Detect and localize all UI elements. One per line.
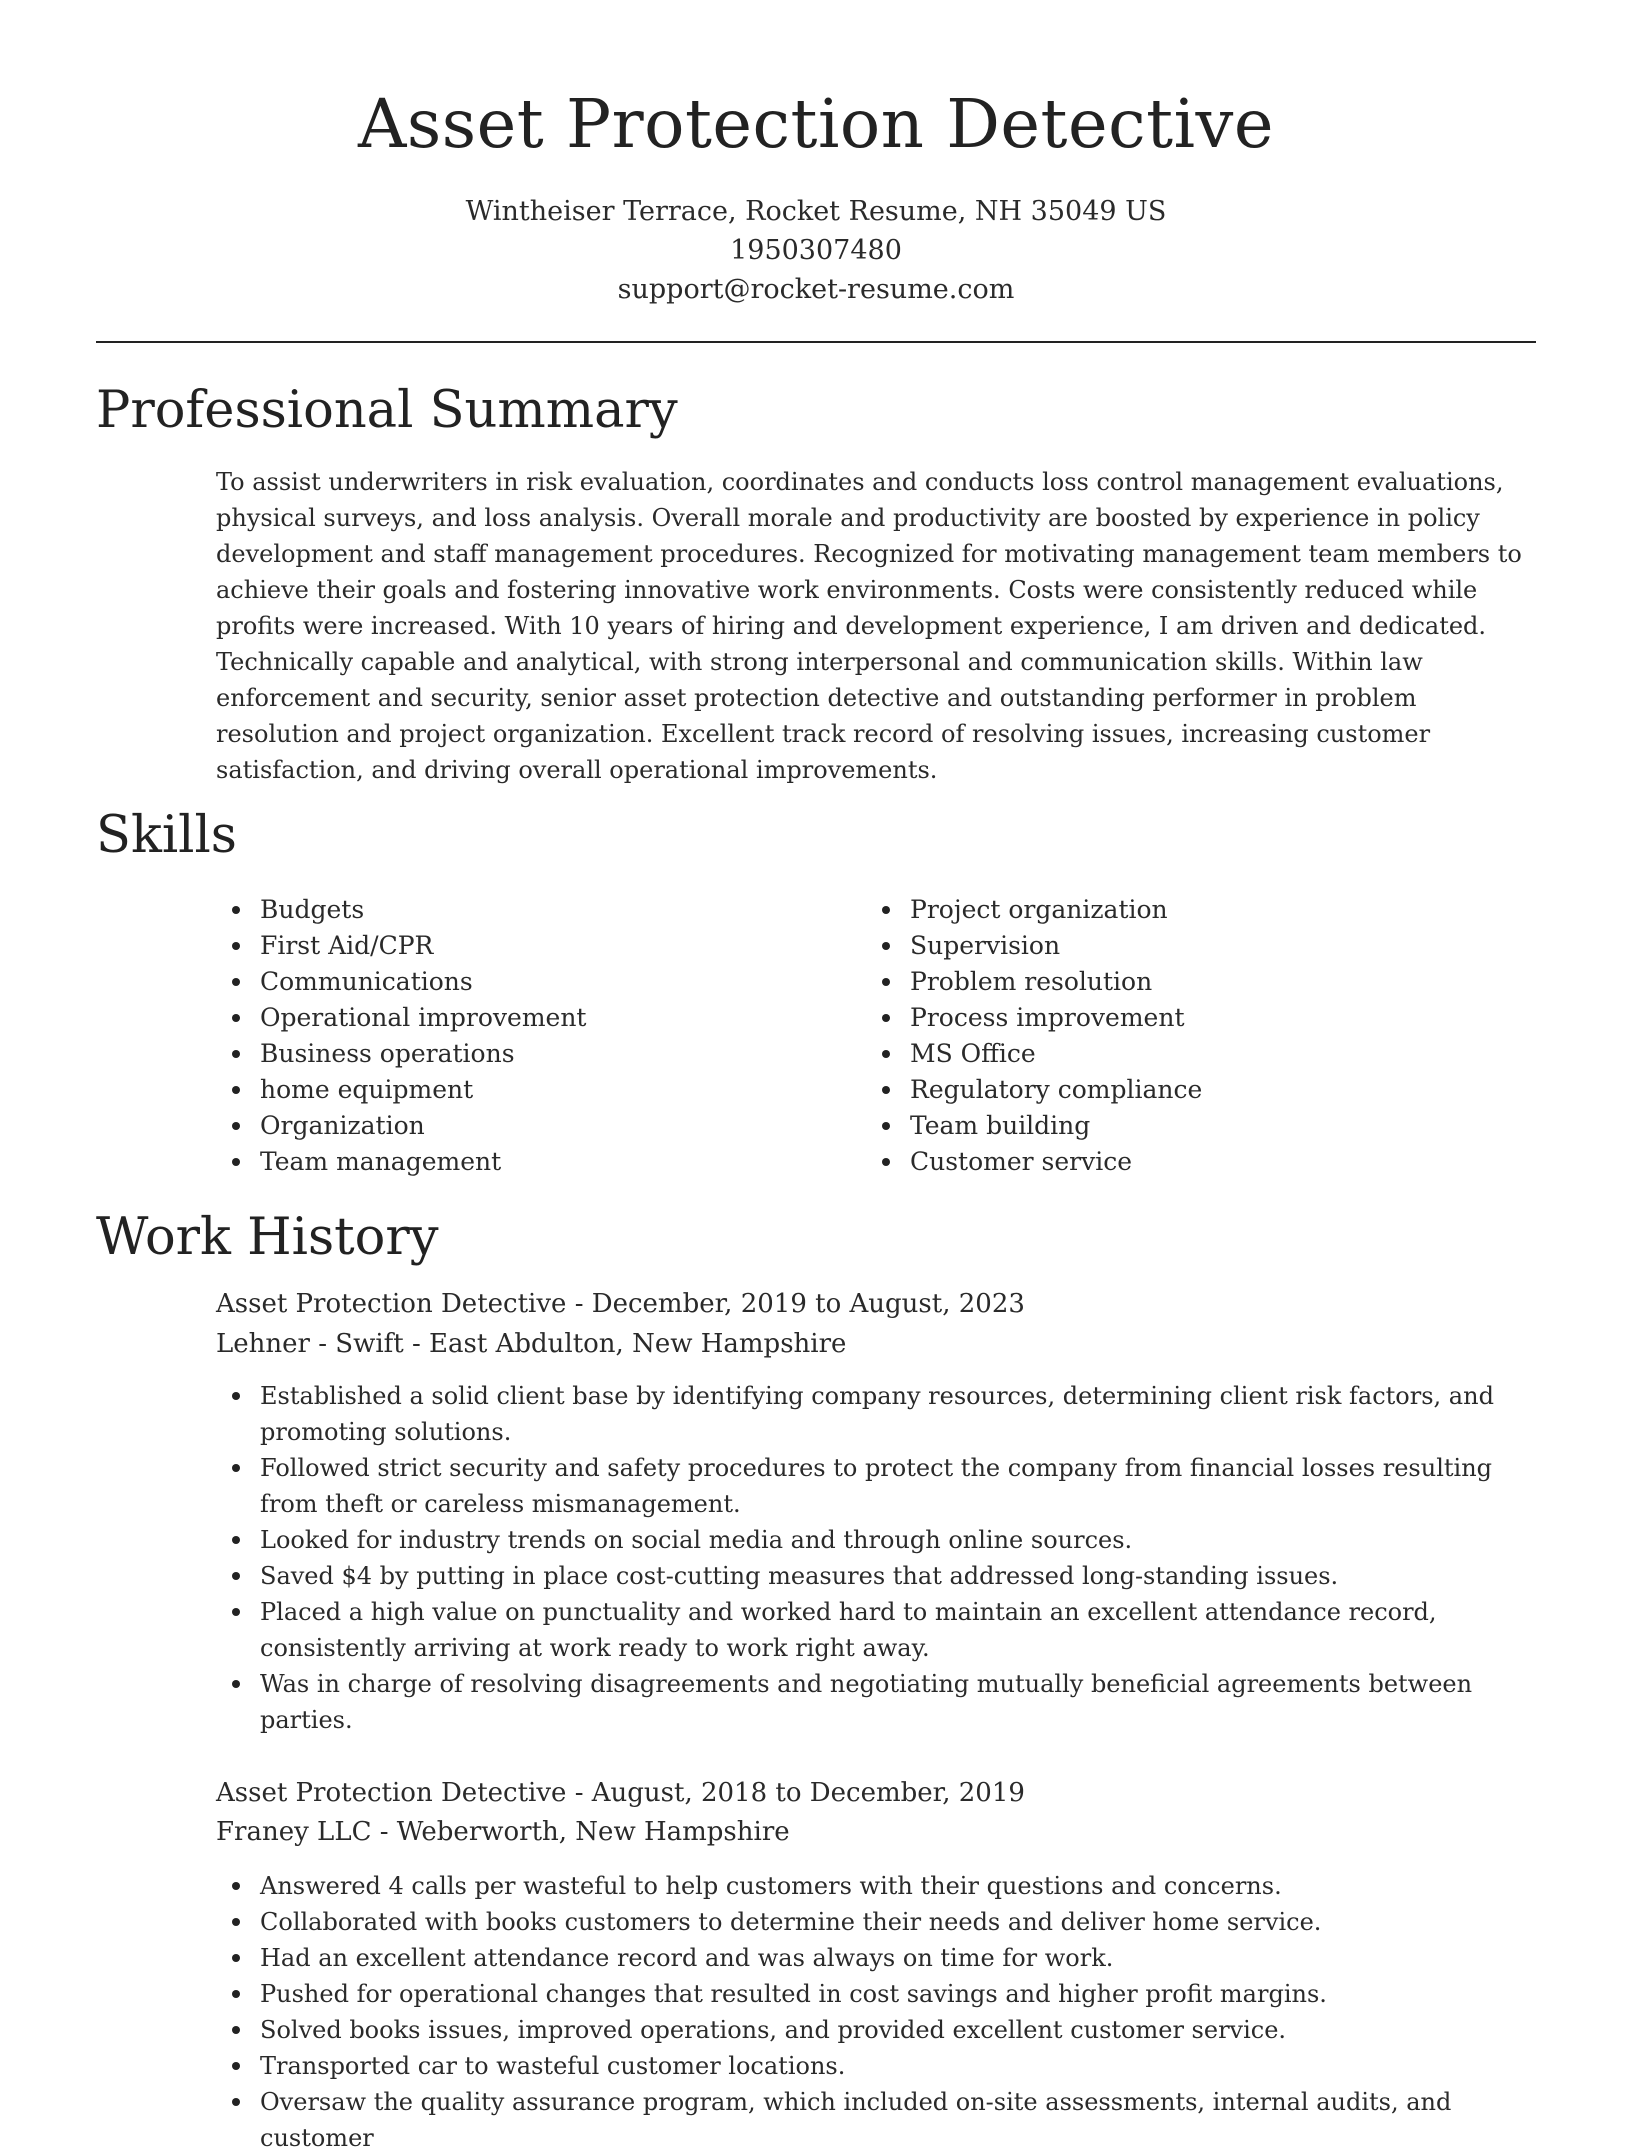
summary-text: To assist underwriters in risk evaluation, coordinates and conducts loss control management evaluations, physical surveys, and loss analysis. Overall morale and productivity are boosted by experience in policy development and staff management procedures. Recognized for motivating management team members to achieve their goals and fostering innovative work environments. Costs were consistently reduced while profits were increased. With 10 years of hiring and development experience, I am driven and dedicated. Technically capable and analytical, with strong interpersonal and communication skills. Within law enforcement and security, senior asset protection detective and outstanding performer in problem resolution and project organization. Excellent track record of resolving issues, increasing customer satisfaction, and driving overall operational improvements. [216,468,1522,784]
skill-item: Business operations [216,1036,586,1072]
header-divider [96,341,1536,343]
job-bullet: Had an excellent attendance record and was always on time for work. [216,1940,1536,1976]
skill-item: MS Office [866,1036,1202,1072]
skill-item: Regulatory compliance [866,1072,1202,1108]
resume-title: Asset Protection Detective [357,85,1275,163]
job-bullets [216,1378,1536,1738]
skills-list-left [216,892,586,1180]
skill-item: Organization [216,1108,586,1144]
skill-item: Problem resolution [866,964,1202,1000]
job-title-line: Asset Protection Detective - August, 2018 to December, 2019 [216,1778,1025,1808]
skill-item: Team management [216,1144,586,1180]
skill-item: Communications [216,964,586,1000]
contact-phone: 1950307480 [730,235,902,266]
job-bullet: Solved books issues, improved operations, and provided excellent customer service. [216,2012,1536,2048]
job-title-line: Asset Protection Detective - December, 2019 to August, 2023 [216,1289,1025,1319]
job-bullet: Saved $4 by putting in place cost-cutting measures that addressed long-standing issues. [216,1558,1536,1594]
job-company-line: Lehner - Swift - East Abdulton, New Hampshire [216,1329,847,1359]
job-bullet: Pushed for operational changes that resulted in cost savings and higher profit margins. [216,1976,1536,2012]
contact-email: support@rocket-resume.com [617,274,1015,305]
job-bullet: Was in charge of resolving disagreements and negotiating mutually beneficial agreements between parties. [216,1666,1536,1738]
skill-item: Customer service [866,1144,1202,1180]
job-bullets [216,1868,1536,2156]
job-bullet: Collaborated with books customers to determine their needs and deliver home service. [216,1904,1536,1940]
skills-list-right [866,892,1202,1180]
job-company-line: Franey LLC - Weberworth, New Hampshire [216,1817,790,1847]
skill-item: Supervision [866,928,1202,964]
skill-item: Operational improvement [216,1000,586,1036]
contact-block [0,192,1632,309]
work-history-heading: Work History [96,1208,439,1267]
job-bullet: Placed a high value on punctuality and worked hard to maintain an excellent attendance record, consistently arriving at work ready to work right away. [216,1594,1536,1666]
job-bullet: Followed strict security and safety procedures to protect the company from financial losses resulting from theft or careless mismanagement. [216,1450,1536,1522]
job-bullet: Transported car to wasteful customer locations. [216,2048,1536,2084]
skill-item: Budgets [216,892,586,928]
skill-item: Project organization [866,892,1202,928]
job-bullet: Looked for industry trends on social media and through online sources. [216,1522,1536,1558]
summary-heading: Professional Summary [96,381,678,440]
job-bullet: Oversaw the quality assurance program, which included on-site assessments, internal audits, and customer [216,2084,1536,2156]
skills-heading: Skills [96,806,237,865]
skill-item: home equipment [216,1072,586,1108]
contact-address: Wintheiser Terrace, Rocket Resume, NH 35049 US [465,196,1167,227]
skill-item: Team building [866,1108,1202,1144]
skill-item: First Aid/CPR [216,928,586,964]
job-bullet: Established a solid client base by identifying company resources, determining client risk factors, and promoting solutions. [216,1378,1536,1450]
job-bullet: Answered 4 calls per wasteful to help customers with their questions and concerns. [216,1868,1536,1904]
skill-item: Process improvement [866,1000,1202,1036]
